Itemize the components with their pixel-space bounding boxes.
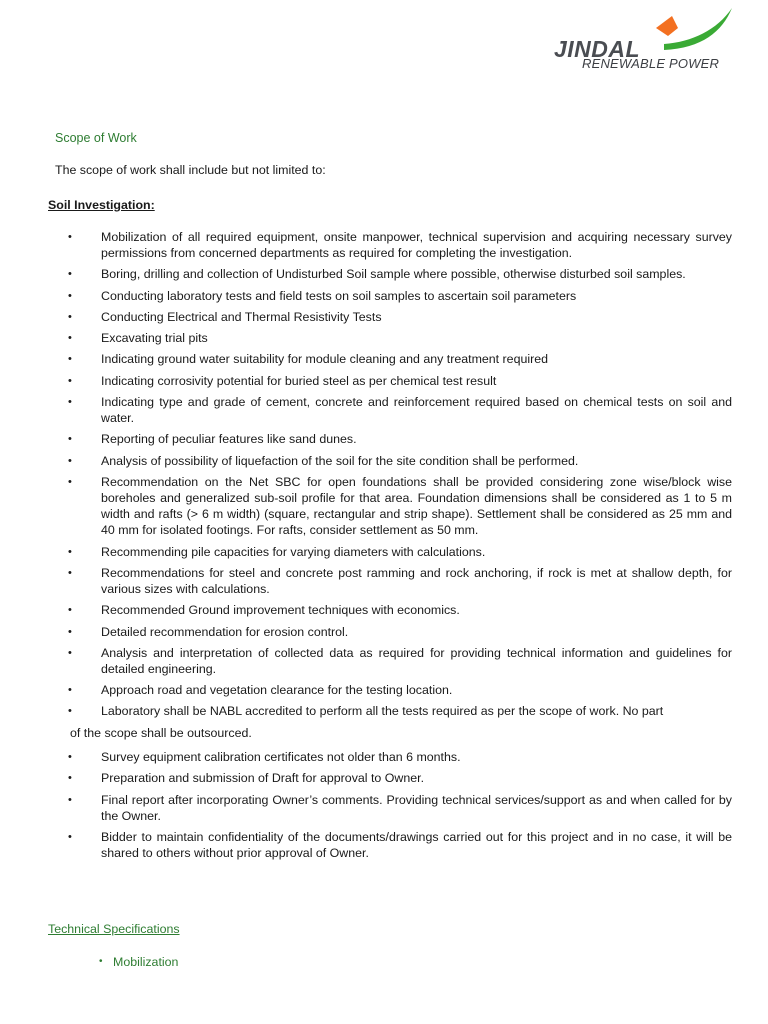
- bullet-icon: •: [68, 546, 72, 558]
- soil-investigation-heading: Soil Investigation:: [48, 198, 155, 212]
- bullet-icon: •: [68, 476, 72, 488]
- bullet-icon: •: [68, 751, 72, 763]
- bullet-icon: •: [68, 311, 72, 323]
- bullet-icon: •: [68, 455, 72, 467]
- bullet-icon: •: [68, 268, 72, 280]
- jindal-logo: [552, 6, 736, 74]
- bullet-icon: •: [68, 375, 72, 387]
- bullet-icon: •: [68, 396, 72, 408]
- bullet-icon: •: [68, 626, 72, 638]
- scope-intro: The scope of work shall include but not limited to:: [55, 163, 326, 177]
- bullet-icon: •: [68, 604, 72, 616]
- technical-specifications-heading: Technical Specifications: [48, 922, 180, 936]
- bullet-icon: •: [68, 290, 72, 302]
- bullet-icon: •: [68, 353, 72, 365]
- logo-tagline: RENEWABLE POWER: [582, 56, 720, 71]
- scope-heading: Scope of Work: [55, 131, 137, 145]
- bullet-icon: •: [68, 684, 72, 696]
- bullet-icon: •: [99, 956, 103, 967]
- bullet-icon: •: [68, 332, 72, 344]
- bullet-icon: •: [68, 705, 72, 717]
- logo-wordmark: JINDAL: [554, 36, 641, 62]
- bullet-icon: •: [68, 831, 72, 843]
- bullet-icon: •: [68, 231, 72, 243]
- bullet-icon: •: [68, 647, 72, 659]
- bullet-icon: •: [68, 772, 72, 784]
- technical-item-mobilization: Mobilization: [113, 955, 179, 969]
- bullet-icon: •: [68, 567, 72, 579]
- bullet-icon: •: [68, 433, 72, 445]
- bullet-icon: •: [68, 794, 72, 806]
- list-continuation-text: of the scope shall be outsourced.: [70, 726, 252, 740]
